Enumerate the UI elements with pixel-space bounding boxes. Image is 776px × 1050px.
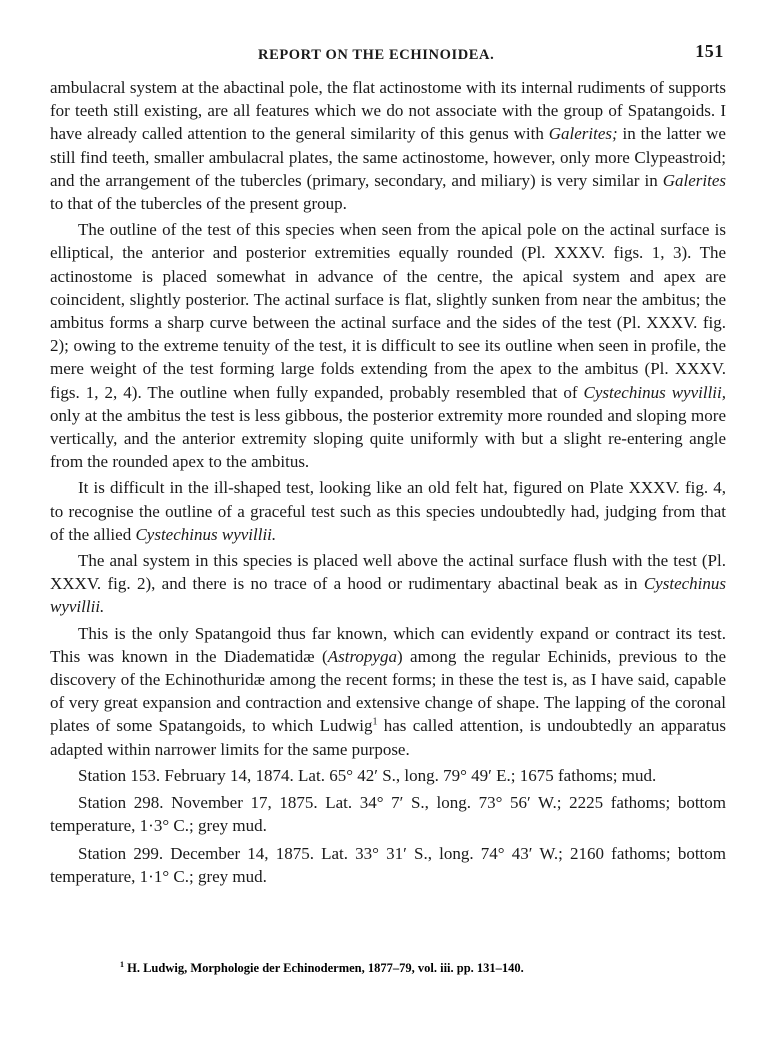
station-entry: Station 153. February 14, 1874. Lat. 65° 42′ S., long. 79° 49′ E.; 1675 fathoms; mud. — [78, 765, 657, 785]
italic-text: Cystechinus wyvillii. — [135, 524, 277, 544]
text-run: ) among the regular Echinids, previous to the discovery of the Echinothuridæ among the recent forms; in these the test is, as I have said, capable of very great expansion and contraction and extensive change of shape. The lapping of the coronal plates of some Spatangoids, to which Ludwig — [50, 646, 726, 736]
footnote-reference: 1 — [372, 716, 378, 728]
paragraph — [50, 622, 726, 761]
station-list — [50, 764, 726, 888]
station-entry: Station 299. December 14, 1875. Lat. 33° 31′ S., long. 74° 43′ W.; 2160 fathoms; bottom temperature, 1·1° C.; grey mud. — [50, 843, 726, 886]
footnote-marker: 1 — [120, 960, 124, 969]
paragraph — [50, 76, 726, 215]
text-run: The anal system in this species is placed well above the actinal surface flush with the test (Pl. XXXV. fig. 2), and there is no trace of a hood or rudimentary abactinal beak as in — [50, 551, 726, 594]
body-text — [50, 76, 726, 761]
text-run: only at the ambitus the test is less gibbous, the posterior extremity more rounded and sloping more vertically, and the anterior extremity sloping quite uniformly with but a slight re-entering angle from the rounded apex to the ambitus. — [50, 405, 726, 472]
paragraph — [50, 218, 726, 473]
text-run: has called attention, is undoubtedly an apparatus adapted within narrower limits for the same purpose. — [50, 716, 726, 759]
text-run: The outline of the test of this species when seen from the apical pole on the actinal surface is elliptical, the anterior and posterior extremities equally rounded (Pl. XXXV. figs. 1, 3). The actinostome is placed somewhat in advance of the centre, the apical system and apex are coincident, slightly posterior. The actinal surface is flat, slightly sunken from near the ambitus; the ambitus forms a sharp curve between the actinal surface and the sides of the test (Pl. XXXV. fig. 2); owing to the extreme tenuity of the test, it is difficult to see its outline when seen in profile, the mere weight of the test forming large folds extending from the apex to the ambitus (Pl. XXXV. figs. 1, 2, 4). The outline when fully expanded, probably resembled that of — [50, 220, 726, 402]
italic-text: Cystechinus wyvillii, — [583, 382, 726, 402]
text-run: in the latter we still find teeth, smaller ambulacral plates, the same actinostome, however, only more Clypeastroid; and the arrangement of the tubercles (primary, secondary, and miliary) is very similar in — [50, 124, 726, 190]
running-header — [50, 40, 726, 66]
italic-text: Galerites — [662, 170, 726, 190]
text-run: ambulacral system at the abactinal pole, the flat actinostome with its internal rudiments of supports for teeth still existing, are all features which we do not associate with the group of Spatangoids. I have already called attention to the general similarity of this genus with — [50, 78, 726, 144]
page-number: 151 — [695, 41, 724, 61]
footnote-text: H. Ludwig, Morphologie der Echinodermen, 1877–79, vol. iii. pp. 131–140. — [124, 961, 524, 976]
text-run: to that of the tubercles of the present group. — [50, 194, 347, 214]
running-title: REPORT ON THE ECHINOIDEA. — [258, 47, 495, 63]
text-run: This is the only Spatangoid thus far known, which can evidently expand or contract its test. This was known in the Diadematidæ ( — [50, 623, 726, 666]
italic-text: Galerites; — [548, 124, 618, 144]
footnote — [120, 960, 660, 976]
page — [50, 40, 726, 892]
paragraph — [50, 476, 726, 546]
italic-text: Cystechinus wyvillii. — [50, 574, 726, 617]
text-run: It is difficult in the ill-shaped test, looking like an old felt hat, figured on Plate XXXV. fig. 4, to recognise the outline of a graceful test such as this species undoubtedly had, judging from that of the allied — [50, 478, 726, 544]
italic-text: Astropyga — [327, 646, 397, 666]
station-entry: Station 298. November 17, 1875. Lat. 34° 7′ S., long. 73° 56′ W.; 2225 fathoms; bottom temperature, 1·3° C.; grey mud. — [50, 793, 726, 836]
paragraph — [50, 549, 726, 619]
